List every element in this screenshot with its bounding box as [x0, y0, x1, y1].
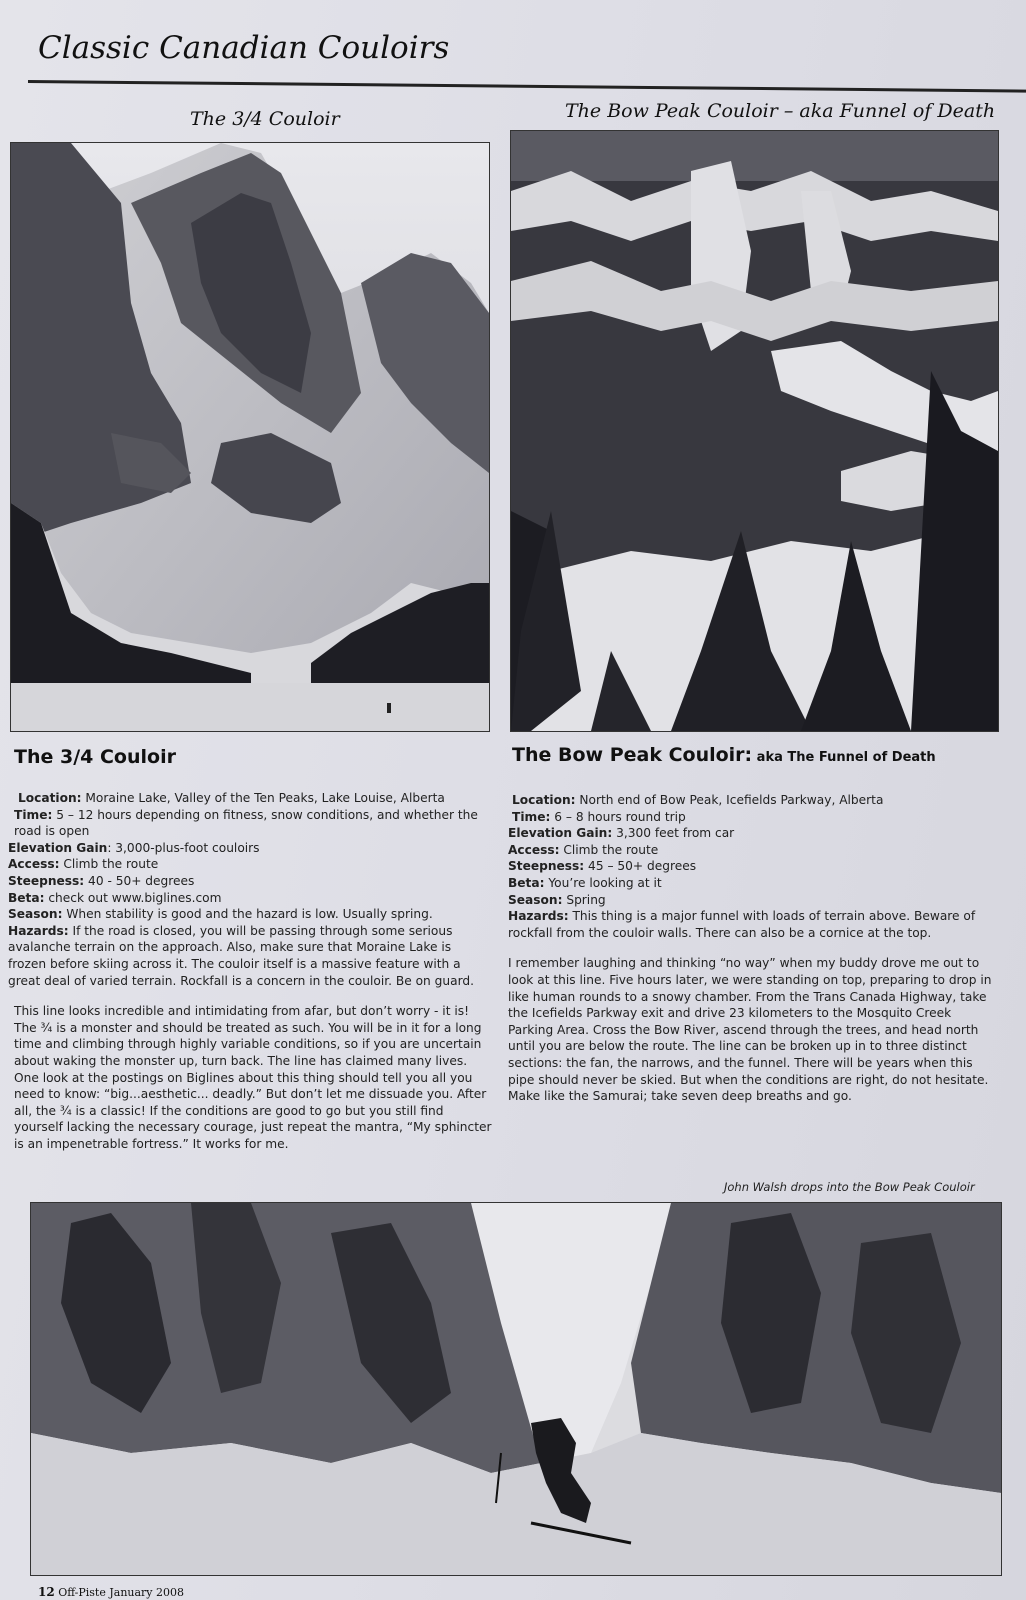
left-section-heading: The 3/4 Couloir: [14, 746, 176, 768]
page-number: 12: [38, 1585, 55, 1599]
fact-hazards: Hazards: This thing is a major funnel with loads of terrain above. Beware of rockfall from the couloir walls. There can also be a cornice at the top.: [508, 909, 976, 940]
left-text-column: [8, 790, 492, 1152]
left-photo-caption: The 3/4 Couloir: [190, 108, 340, 130]
fact-elevation: Elevation Gain: 3,300 feet from car: [508, 826, 735, 841]
left-body-text: This line looks incredible and intimidating from afar, but don’t worry - it is! The ¾ is a monster and should be treated as such. You will be in it for a long time and climbing through highly variable conditions, so if you are uncertain about waking the monster up, turn back. The line has claimed many lives. One look at the postings on Biglines about this thing should tell you all you need to know: “big...aesthetic... deadly.” But don’t let me dissuade you. After all, the ¾ is a classic! If the conditions are good to go but you still find yourself lacking the necessary courage, just repeat the mantra, “My sphincter is an impenetrable fortress.” It works for me.: [14, 1004, 492, 1151]
fact-season: Season: Spring: [508, 892, 606, 907]
fact-season: Season: When stability is good and the hazard is low. Usually spring.: [8, 907, 433, 922]
fact-access: Access: Climb the route: [8, 857, 159, 872]
fact-elevation: Elevation Gain: 3,000-plus-foot couloirs: [8, 840, 260, 855]
bow-peak-couloir-photo: [510, 130, 999, 732]
three-quarter-couloir-photo: [10, 142, 490, 732]
fact-access: Access: Climb the route: [508, 842, 659, 857]
fact-location: Location: North end of Bow Peak, Icefields Parkway, Alberta: [512, 793, 884, 807]
page-footer: [38, 1585, 184, 1599]
fact-time: Time: 6 – 8 hours round trip: [512, 809, 686, 824]
fact-time: Time: 5 – 12 hours depending on fitness, snow conditions, and whether the road is open: [14, 807, 478, 839]
title-rule: [28, 80, 1026, 93]
fact-location: Location: Moraine Lake, Valley of the Ten Peaks, Lake Louise, Alberta: [18, 791, 445, 805]
right-body-text: I remember laughing and thinking “no way” when my buddy drove me out to look at this line. Five hours later, we were standing on top, preparing to drop in like human rounds to a snowy chamber. From the Trans Canada Highway, take the Icefields Parkway exit and drive 23 kilometers to the Mosquito Creek Parking Area. Cross the Bow River, ascend through the trees, and head north until you are below the route. The line can be broken up in to three distinct sections: the fan, the narrows, and the funnel. There will be years when this pipe should never be skied. But when the conditions are right, do not hesitate. Make like the Samurai; take seven deep breaths and go.: [508, 956, 992, 1104]
fact-beta: Beta: You’re looking at it: [508, 875, 662, 890]
fact-steepness: Steepness: 45 – 50+ degrees: [508, 859, 697, 874]
right-section-heading: [512, 744, 936, 766]
right-photo-caption: The Bow Peak Couloir – aka Funnel of Death: [565, 100, 996, 122]
fact-beta: Beta: check out www.biglines.com: [8, 890, 222, 905]
fact-hazards: Hazards: If the road is closed, you will be passing through some serious avalanche terrain on the approach. Also, make sure that Moraine Lake is frozen before skiing across it. The couloir itself is a massive feature with a great deal of varied terrain. Rockfall is a concern in the couloir. Be on guard.: [8, 923, 474, 988]
right-heading-main: The Bow Peak Couloir:: [512, 744, 753, 766]
right-text-column: [508, 792, 996, 1105]
right-heading-sub: aka The Funnel of Death: [752, 750, 936, 765]
publication-name: Off-Piste January 2008: [58, 1586, 185, 1599]
skier-couloir-photo: [30, 1202, 1002, 1576]
fact-steepness: Steepness: 40 - 50+ degrees: [8, 873, 195, 888]
photo-credit: John Walsh drops into the Bow Peak Couloir: [724, 1180, 975, 1194]
page-title: Classic Canadian Couloirs: [38, 30, 450, 66]
